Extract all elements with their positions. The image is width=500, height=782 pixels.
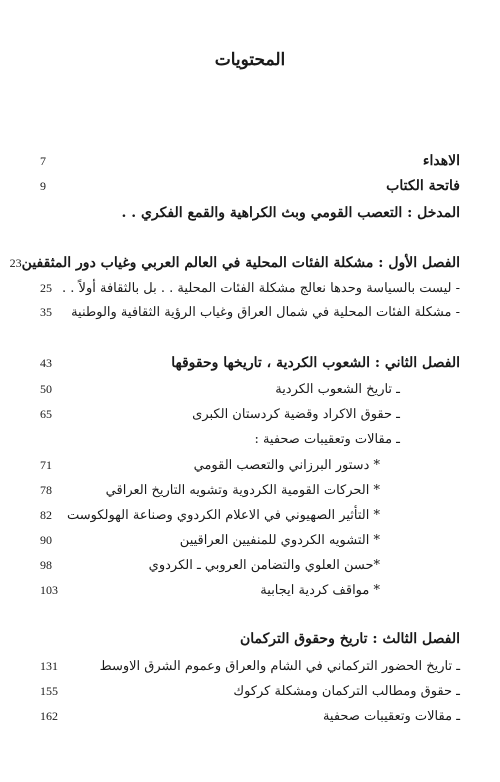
toc-entry[interactable]: [40, 176, 460, 196]
toc-entry[interactable]: [40, 681, 460, 701]
toc-entry-page: 98: [40, 557, 52, 572]
toc-entry-text: - مشكلة الفئات المحلية في شمال العراق وغياب الرؤية الثقافية والوطنية: [71, 304, 460, 320]
toc-entry[interactable]: [40, 555, 460, 575]
toc-entry-text: الفصل الثالث : تاريخ وحقوق التركمان: [239, 631, 460, 647]
toc-entry-page: 9: [40, 178, 46, 193]
toc-entry-text: فاتحة الكتاب: [386, 178, 460, 194]
toc-entry-page: 82: [40, 507, 52, 522]
toc-entry-text: ـ تاريخ الشعوب الكردية: [275, 381, 400, 397]
toc-entry-page: 43: [40, 355, 52, 370]
toc-entry-page: 78: [40, 482, 52, 497]
toc-entry-page: 103: [40, 582, 58, 597]
toc-entry-text: * مواقف كردية ايجابية: [260, 582, 380, 598]
toc-entry-page: 71: [40, 457, 52, 472]
toc-entry[interactable]: [40, 530, 460, 550]
toc-entry[interactable]: [40, 278, 460, 298]
toc-entry-page: 7: [40, 153, 46, 168]
toc-entry[interactable]: [40, 480, 460, 500]
toc-entry-text: ـ مقالات وتعقيبات صحفية :: [254, 431, 400, 447]
toc-entry-text: - ليست بالسياسة وحدها نعالج مشكلة الفئات المحلية . . بل بالثقافة أولاً . .: [62, 280, 460, 296]
toc-entry[interactable]: [40, 302, 460, 322]
toc-entry[interactable]: [40, 505, 460, 525]
toc-entry-page: 155: [40, 683, 58, 698]
toc-entry[interactable]: [40, 151, 460, 171]
toc-entry-text: الفصل الثاني : الشعوب الكردية ، تاريخها وحقوقها: [171, 355, 460, 371]
toc-entry-text: المدخل : التعصب القومي وبث الكراهية والقمع الفكري . .: [121, 205, 460, 221]
toc-entry[interactable]: [40, 629, 460, 649]
toc-entry[interactable]: [40, 656, 460, 676]
toc-entry-page: 162: [40, 708, 58, 723]
toc-entry-text: الفصل الأول : مشكلة الفئات المحلية في العالم العربي وغياب دور المثقفين: [21, 255, 460, 271]
toc-entry-text: * الحركات القومية الكردوية وتشويه التاريخ العراقي: [105, 482, 380, 498]
toc-entry[interactable]: [40, 404, 460, 424]
toc-entry[interactable]: [40, 203, 460, 223]
toc-entry-text: ـ تاريخ الحضور التركماني في الشام والعراق وعموم الشرق الاوسط: [99, 658, 460, 674]
toc-entry-page: 23: [9, 255, 22, 270]
toc-entry[interactable]: [40, 580, 460, 600]
toc-entry-page: 35: [40, 304, 52, 319]
toc-entry-text: * دستور البرزاني والتعصب القومي: [193, 457, 380, 473]
toc-entry[interactable]: [40, 429, 460, 449]
toc-entry-page: 50: [40, 381, 52, 396]
page-title: المحتويات: [214, 50, 286, 70]
toc-entry[interactable]: [40, 379, 460, 399]
toc-entry[interactable]: [40, 706, 460, 726]
toc-entry[interactable]: [9, 253, 460, 273]
toc-entry[interactable]: [40, 455, 460, 475]
toc-entry-text: الاهداء: [422, 153, 460, 169]
toc-entry-text: ـ حقوق ومطالب التركمان ومشكلة كركوك: [233, 683, 460, 699]
toc-entry-text: * التشويه الكردوي للمنفيين العراقيين: [179, 532, 380, 548]
toc-entry-page: 65: [40, 406, 52, 421]
toc-entry-page: 90: [40, 532, 52, 547]
toc-entry-page: 25: [40, 280, 52, 295]
toc-entry[interactable]: [40, 353, 460, 373]
toc-entry-text: *حسن العلوي والتضامن العروبي ـ الكردوي: [148, 557, 380, 573]
toc-entry-text: * التأثير الصهيوني في الاعلام الكردوي وصناعة الهولكوست: [66, 507, 380, 523]
toc-entry-text: ـ حقوق الاكراد وقضية كردستان الكبرى: [192, 406, 400, 422]
toc-entry-text: ـ مقالات وتعقيبات صحفية: [322, 708, 460, 724]
toc-entry-page: 131: [40, 658, 58, 673]
